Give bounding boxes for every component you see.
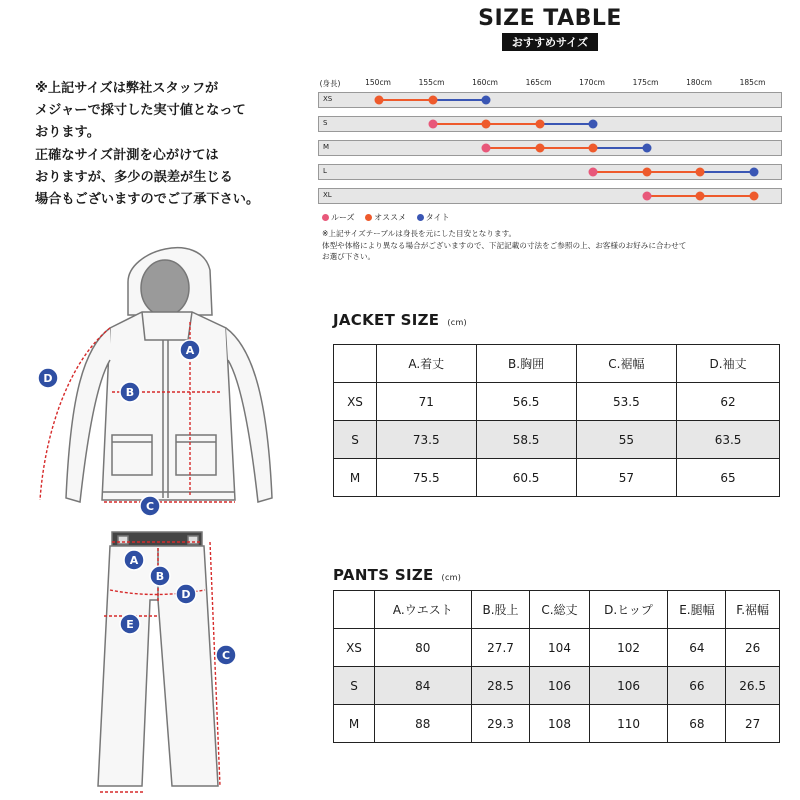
- value-cell: 56.5: [476, 383, 576, 421]
- column-header: C.裾幅: [576, 345, 677, 383]
- tight-point: [482, 96, 491, 105]
- range-segment: [540, 123, 594, 125]
- value-cell: 63.5: [677, 421, 780, 459]
- value-cell: 60.5: [476, 459, 576, 497]
- jacket-size-table: [333, 344, 780, 497]
- loose-point: [428, 120, 437, 129]
- note-line: 正確なサイズ計測を心がけては: [35, 147, 219, 163]
- svg-text:D: D: [181, 588, 191, 601]
- tight-point: [589, 120, 598, 129]
- range-segment: [593, 147, 647, 149]
- pants-size-heading: [333, 566, 461, 584]
- height-tick-label: 165cm: [525, 78, 552, 87]
- pants-marker-a: [124, 550, 144, 570]
- range-segment: [486, 123, 540, 125]
- column-header: D.ヒップ: [589, 591, 668, 629]
- loose-point: [482, 144, 491, 153]
- loose-dot-icon: [322, 214, 329, 221]
- value-cell: 27.7: [471, 629, 530, 667]
- subnote-line: ※上記サイズテーブルは身長を元にした目安となります。: [322, 229, 517, 238]
- jacket-unit: (cm): [447, 318, 467, 327]
- legend-tight: [417, 213, 450, 222]
- value-cell: 71: [377, 383, 477, 421]
- svg-text:A: A: [129, 554, 139, 567]
- table-row: [334, 383, 780, 421]
- recommended-point: [696, 168, 705, 177]
- size-row-s: [318, 116, 782, 132]
- loose-point: [589, 168, 598, 177]
- size-row-xs: [318, 92, 782, 108]
- size-row-label: XS: [323, 95, 333, 103]
- pants-marker-d: [176, 584, 196, 604]
- value-cell: 106: [530, 667, 589, 705]
- range-segment: [700, 195, 754, 197]
- column-header: C.総丈: [530, 591, 589, 629]
- corner-cell: [334, 591, 375, 629]
- table-row: [334, 629, 780, 667]
- column-header: A.着丈: [377, 345, 477, 383]
- value-cell: 55: [576, 421, 677, 459]
- table-header-row: [334, 345, 780, 383]
- subnote-line: お選び下さい。: [322, 252, 376, 261]
- range-segment: [647, 171, 701, 173]
- range-segment: [593, 171, 647, 173]
- value-cell: 29.3: [471, 705, 530, 743]
- recommended-point: [642, 168, 651, 177]
- note-line: ※上記サイズは弊社スタッフが: [35, 81, 219, 96]
- height-tick-label: 170cm: [579, 78, 605, 87]
- tight-point: [642, 144, 651, 153]
- tight-dot-icon: [417, 214, 424, 221]
- height-tick-label: 175cm: [632, 78, 659, 87]
- pants-marker-c: [216, 645, 236, 665]
- range-segment: [433, 123, 487, 125]
- value-cell: 58.5: [476, 421, 576, 459]
- table-row: [334, 667, 780, 705]
- column-header: A.ウエスト: [375, 591, 472, 629]
- pants-marker-e: [120, 614, 140, 634]
- value-cell: 57: [576, 459, 677, 497]
- value-cell: 102: [589, 629, 668, 667]
- height-chart-legend: [322, 212, 457, 223]
- pants-size-table: [333, 590, 780, 743]
- value-cell: 75.5: [377, 459, 477, 497]
- tight-point: [749, 168, 758, 177]
- value-cell: 104: [530, 629, 589, 667]
- range-segment: [379, 99, 433, 101]
- pants-marker-b: [150, 566, 170, 586]
- svg-text:C: C: [221, 649, 231, 662]
- height-tick-label: 185cm: [739, 78, 766, 87]
- legend-recommended: [365, 213, 406, 222]
- value-cell: 106: [589, 667, 668, 705]
- loose-point: [642, 192, 651, 201]
- height-tick-label: 180cm: [686, 78, 712, 87]
- size-cell: XS: [334, 629, 375, 667]
- size-row-m: [318, 140, 782, 156]
- column-header: B.股上: [471, 591, 530, 629]
- column-header: D.袖丈: [677, 345, 780, 383]
- value-cell: 53.5: [576, 383, 677, 421]
- legend-label: ルーズ: [331, 213, 355, 222]
- corner-cell: [334, 345, 377, 383]
- range-segment: [433, 99, 487, 101]
- svg-text:D: D: [43, 372, 53, 385]
- subnote-line: 体型や体格により異なる場合がございますので、下記記載の寸法をご参照の上、お客様のお好みに合わせて: [322, 240, 687, 250]
- range-segment: [540, 147, 594, 149]
- recommended-point: [428, 96, 437, 105]
- range-segment: [486, 147, 540, 149]
- value-cell: 62: [677, 383, 780, 421]
- size-table-header: [430, 6, 670, 51]
- value-cell: 27: [726, 705, 780, 743]
- size-cell: XS: [334, 383, 377, 421]
- jacket-marker-b: [120, 382, 140, 402]
- recommended-point: [696, 192, 705, 201]
- value-cell: 80: [375, 629, 472, 667]
- size-cell: S: [334, 667, 375, 705]
- note-line: メジャーで採寸した実寸値となって: [35, 103, 246, 119]
- value-cell: 28.5: [471, 667, 530, 705]
- svg-text:A: A: [185, 344, 195, 357]
- note-line: 場合もございますのでご了承下さい。: [35, 192, 260, 208]
- pants-title: PANTS SIZE: [333, 566, 434, 584]
- size-row-label: M: [323, 143, 330, 151]
- jacket-marker-d: [38, 368, 58, 388]
- table-row: [334, 421, 780, 459]
- value-cell: 68: [668, 705, 726, 743]
- value-cell: 108: [530, 705, 589, 743]
- jacket-drawing: [66, 248, 272, 502]
- value-cell: 66: [668, 667, 726, 705]
- height-size-chart: [318, 78, 788, 218]
- size-cell: S: [334, 421, 377, 459]
- recommended-point: [749, 192, 758, 201]
- jacket-title: JACKET SIZE: [333, 311, 440, 329]
- column-header: E.腿幅: [668, 591, 726, 629]
- height-chart-note: [322, 228, 792, 263]
- column-header: F.裾幅: [726, 591, 780, 629]
- page-title: SIZE TABLE: [478, 6, 622, 31]
- pants-unit: (cm): [441, 573, 462, 582]
- height-tick-label: 155cm: [418, 78, 445, 87]
- garment-illustration: [0, 230, 320, 800]
- value-cell: 88: [375, 705, 472, 743]
- note-line: おりますが、多少の誤差が生じる: [35, 169, 233, 185]
- value-cell: 64: [668, 629, 726, 667]
- size-row-label: XL: [323, 191, 332, 199]
- svg-text:E: E: [126, 618, 134, 631]
- legend-loose: [322, 213, 355, 222]
- table-row: [334, 705, 780, 743]
- size-row-xl: [318, 188, 782, 204]
- range-segment: [700, 171, 754, 173]
- recommended-point: [482, 120, 491, 129]
- value-cell: 26: [726, 629, 780, 667]
- recommended-size-badge: おすすめサイズ: [502, 33, 598, 51]
- value-cell: 84: [375, 667, 472, 705]
- jacket-marker-c: [140, 496, 160, 516]
- size-cell: M: [334, 705, 375, 743]
- jacket-size-heading: [333, 311, 467, 329]
- recommended-dot-icon: [365, 214, 372, 221]
- recommended-point: [375, 96, 384, 105]
- table-row: [334, 459, 780, 497]
- legend-label: オススメ: [374, 213, 407, 222]
- size-cell: M: [334, 459, 377, 497]
- jacket-marker-a: [180, 340, 200, 360]
- size-row-label: L: [323, 167, 327, 175]
- height-tick-label: 150cm: [365, 78, 391, 87]
- table-header-row: [334, 591, 780, 629]
- height-axis-label: (身長): [319, 79, 341, 88]
- svg-text:B: B: [155, 570, 165, 583]
- recommended-point: [535, 120, 544, 129]
- height-tick-label: 160cm: [472, 78, 498, 87]
- value-cell: 26.5: [726, 667, 780, 705]
- recommended-point: [589, 144, 598, 153]
- measurement-note: [35, 78, 305, 211]
- size-row-l: [318, 164, 782, 180]
- value-cell: 65: [677, 459, 780, 497]
- value-cell: 110: [589, 705, 668, 743]
- column-header: B.胸囲: [476, 345, 576, 383]
- legend-label: タイト: [425, 213, 450, 222]
- note-line: おります。: [35, 125, 100, 141]
- svg-text:C: C: [145, 500, 155, 513]
- range-segment: [647, 195, 701, 197]
- value-cell: 73.5: [377, 421, 477, 459]
- svg-text:B: B: [125, 386, 135, 399]
- recommended-point: [535, 144, 544, 153]
- size-row-label: S: [323, 119, 328, 127]
